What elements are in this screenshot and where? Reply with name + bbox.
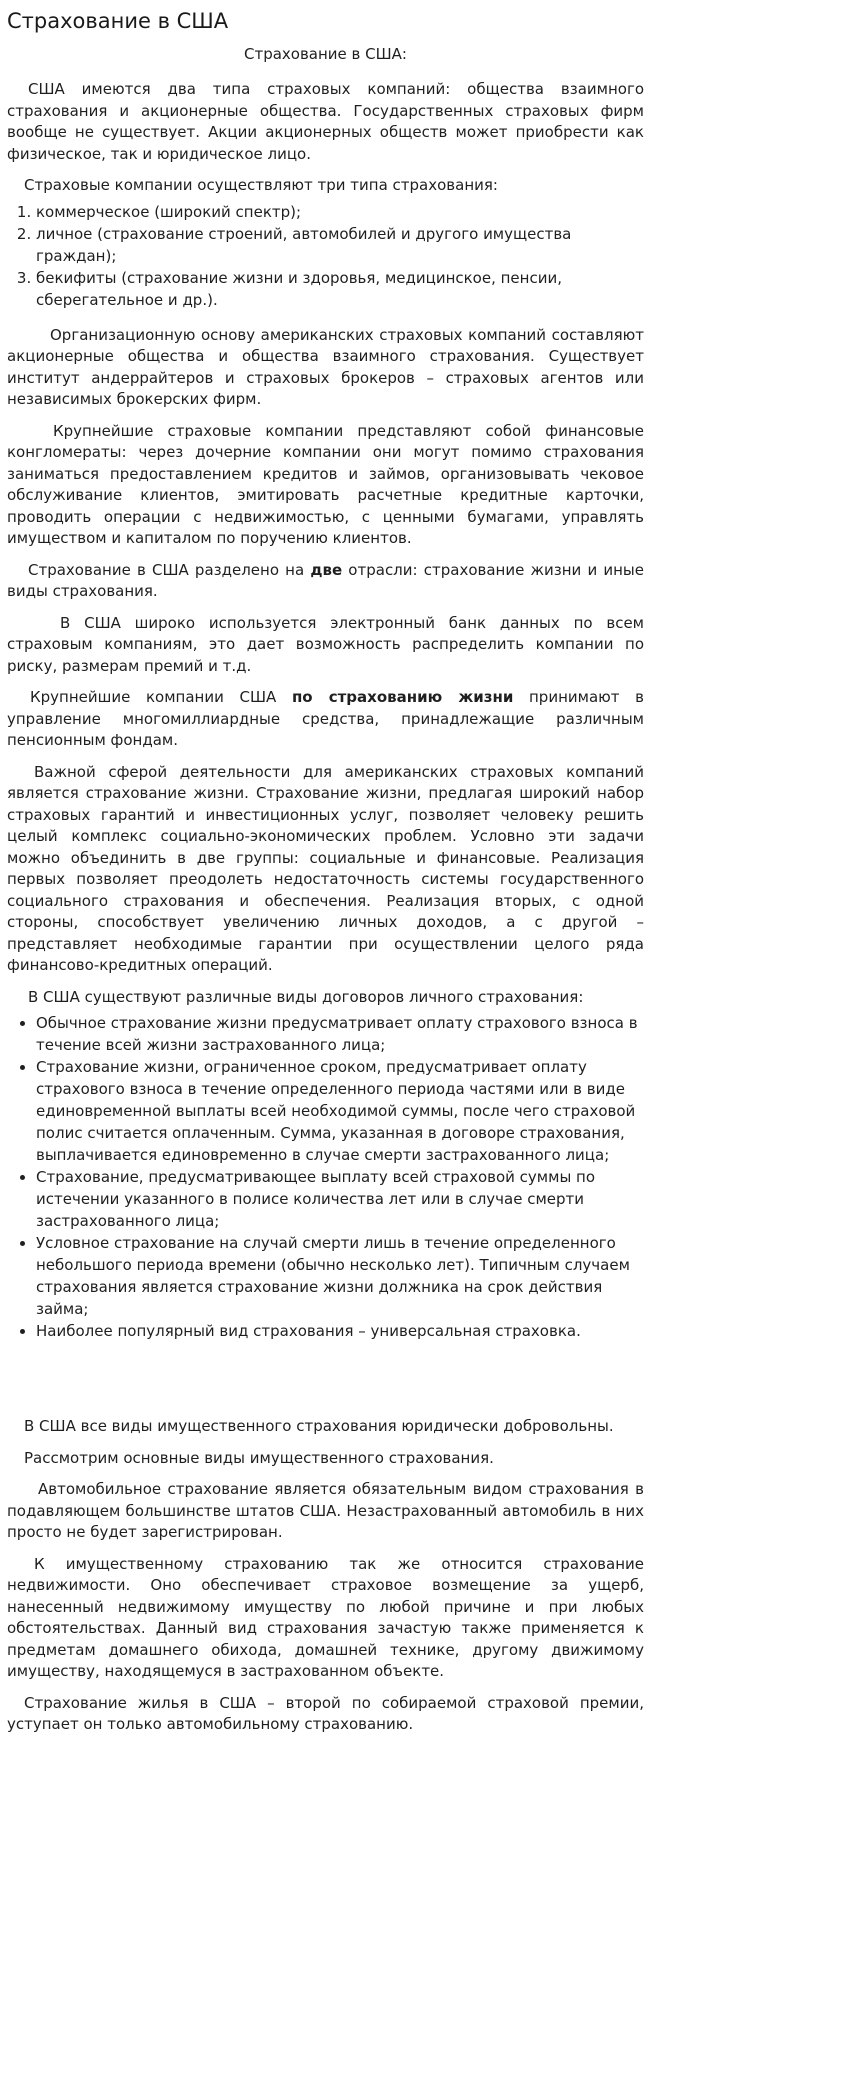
paragraph-organizational-basis: Организационную основу американских страховых компаний составляют акционерные общества и общества взаимного страхования. Существует институт андеррайтеров и страховых брокеров – страховых агентов или независимых брокерских фирм. [7, 325, 644, 408]
paragraph-two-branches [7, 560, 644, 603]
list-item: 1. коммерческое (широкий спектр); [36, 201, 644, 223]
bold-text: по страхованию жизни [291, 688, 514, 706]
paragraph-data-bank: В США широко используется электронный банк данных по всем страховым компаниям, это дает возможность распределить компании по риску, размерам премий и т.д. [7, 613, 644, 675]
document-subtitle: Страхование в США: [243, 45, 407, 63]
bold-text: две [310, 560, 343, 579]
paragraph-pension-funds [7, 687, 644, 752]
list-item: • Обычное страхование жизни предусматривает оплату страхового взноса в течение всей жизни застрахованного лица; [36, 1012, 644, 1056]
list-item: 3. бекифиты (страхование жизни и здоровья, медицинское, пенсии, сберегательное и др.). [36, 267, 644, 311]
paragraph-home-insurance: Страхование жилья в США – второй по собираемой страховой премии, уступает он только автомобильному страхованию. [7, 1693, 644, 1733]
paragraph-property-voluntary: В США все виды имущественного страхования юридически добровольны. [24, 1417, 614, 1435]
blank-gap [7, 1354, 644, 1416]
paragraph-insurance-types-intro: Страховые компании осуществляют три типа страхования: [24, 176, 498, 194]
text-run: принимают в управление многомиллиардные средства, принадлежащие различным пенсионным фондам. [7, 688, 644, 749]
text-run: отрасли: страхование жизни и иные виды страхования. [7, 560, 644, 600]
list-item: • Наиболее популярный вид страхования – универсальная страховка. [36, 1320, 644, 1342]
text-run: Крупнейшие компании США [30, 688, 292, 706]
page-title: Страхование в США [7, 9, 229, 33]
insurance-types-list [7, 201, 644, 311]
paragraph-property-types-intro: Рассмотрим основные виды имущественного страхования. [24, 1448, 494, 1467]
paragraph-company-types: США имеются два типа страховых компаний: общества взаимного страхования и акционерные общества. Государственных страховых фирм вообще не существует. Акции акционерных обществ может приобрести как физическое, так и юридическое лицо. [7, 80, 644, 163]
list-item: 2. личное (страхование строений, автомобилей и другого имущества граждан); [36, 223, 644, 267]
paragraph-real-estate-insurance: К имущественному страхованию так же относится страхование недвижимости. Оно обеспечивает страховое возмещение за ущерб, нанесенный недвижимому имуществу по любой причине и при любых обстоятельствах. Данный вид страхования зачастую также применяется к предметам домашнего обихода, домашней технике, другому движимому имуществу, находящемуся в застрахованном объекте. [7, 1554, 644, 1680]
list-item: • Страхование жизни, ограниченное сроком, предусматривает оплату страхового взноса в течение определенного периода частями или в виде единовременной выплаты всей необходимой суммы, после чего страховой полис считается оплаченным. Сумма, указанная в договоре страхования, выплачивается единовременно в случае смерти застрахованного лица; [36, 1056, 644, 1166]
paragraph-life-insurance: Важной сферой деятельности для американских страховых компаний является страхование жизни. Страхование жизни, предлагая широкий набор страховых гарантий и инвестиционных услуг, позволяет человеку решить целый комплекс социально-экономических проблем. Условно эти задачи можно объединить в две группы: социальные и финансовые. Реализация первых позволяет преодолеть недостаточность системы государственного социального страхования и обеспечения. Реализация вторых, с одной стороны, способствует увеличению личных доходов, а с другой – представляет необходимые гарантии при осуществлении целого ряда финансово-кредитных операций. [7, 762, 644, 974]
list-item: • Страхование, предусматривающее выплату всей страховой суммы по истечении указанного в полисе количества лет или в случае смерти застрахованного лица; [36, 1166, 644, 1232]
paragraph-auto-insurance: Автомобильное страхование является обязательным видом страхования в подавляющем большинстве штатов США. Незастрахованный автомобиль в них просто не будет зарегистрирован. [7, 1480, 644, 1541]
list-item: • Условное страхование на случай смерти лишь в течение определенного небольшого периода времени (обычно несколько лет). Типичным случаем страхования является страхование жизни должника на срок действия займа; [36, 1232, 644, 1320]
contract-types-list [7, 1012, 644, 1342]
paragraph-contract-types-intro: В США существуют различные виды договоров личного страхования: [28, 987, 584, 1006]
paragraph-financial-conglomerates: Крупнейшие страховые компании представляют собой финансовые конгломераты: через дочерние компании они могут помимо страхования заниматься предоставлением кредитов и займов, организовывать чековое обслуживание клиентов, эмитировать расчетные кредитные карточки, проводить операции с недвижимостью, с ценными бумагами, управлять имуществом и капиталом по поручению клиентов. [7, 421, 644, 547]
text-run: Страхование в США разделено на [28, 560, 311, 579]
